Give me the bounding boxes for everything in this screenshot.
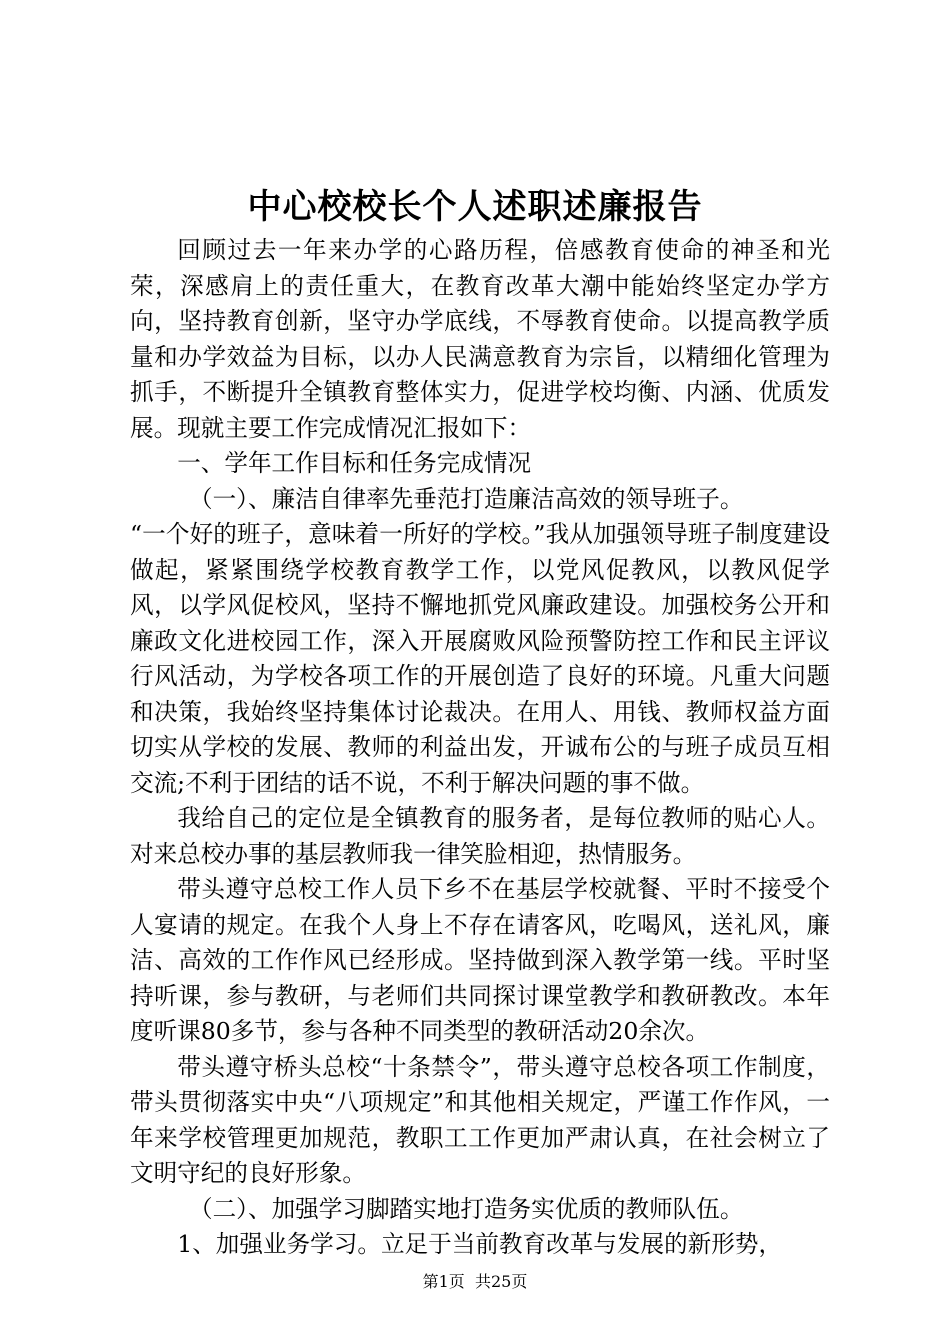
subsection-heading-1: （一）、廉洁自律率先垂范打造廉洁高效的领导班子。 (189, 484, 744, 513)
paragraph-intro: 回顾过去一年来办学的心路历程，倍感教育使命的神圣和光荣，深感肩上的责任重大，在教育改革大潮中能始终坚定办学方向，坚持教育创新，坚守办学底线，不辱教育使命。以提高教学质量和办学效益为目标，以办人民满意教育为宗旨，以精细化管理为抓手，不断提升全镇教育整体实力，促进学校均衡、内涵、优质发展。现就主要工作完成情况汇报如下： (130, 236, 830, 442)
subsection-heading-2: （二）、加强学习脚踏实地打造务实优质的教师队伍。 (189, 1194, 744, 1223)
section-heading-1: 一、学年工作目标和任务完成情况 (177, 449, 532, 477)
page-footer (0, 1270, 950, 1294)
paragraph-rules: 带头遵守桥头总校“十条禁令”，带头遵守总校各项工作制度，带头贯彻落实中央“八项规定”和其他相关规定，严谨工作作风，一年来学校管理更加规范，教职工工作更加严肃认真，在社会树立了文明守纪的良好形象。 (130, 1052, 830, 1187)
paragraph-leadership: “一个好的班子，意味着一所好的学校。”我从加强领导班子制度建设做起，紧紧围绕学校教育教学工作，以党风促教风，以教风促学风，以学风促校风，坚持不懈地抓党风廉政建设。加强校务公开和廉政文化进校园工作，深入开展腐败风险预警防控工作和民主评议行风活动，为学校各项工作的开展创造了良好的环境。凡重大问题和决策，我始终坚持集体讨论裁决。在用人、用钱、教师权益方面切实从学校的发展、教师的利益出发，开诚布公的与班子成员互相交流;不利于团结的话不说，不利于解决问题的事不做。 (130, 520, 830, 797)
paragraph-study: 1、加强业务学习。立足于当前教育改革与发展的新形势， (177, 1230, 783, 1258)
page-number-total: 共25页 (474, 1272, 528, 1291)
document-body (130, 233, 830, 1263)
paragraph-service: 我给自己的定位是全镇教育的服务者，是每位教师的贴心人。对来总校办事的基层教师我一律笑脸相迎，热情服务。 (130, 804, 830, 868)
document-title: 中心校校长个人述职述廉报告 (247, 187, 703, 227)
paragraph-integrity: 带头遵守总校工作人员下乡不在基层学校就餐、平时不接受个人宴请的规定。在我个人身上不存在请客风，吃喝风，送礼风，廉洁、高效的工作作风已经形成。坚持做到深入教学第一线。平时坚持听课，参与教研，与老师们共同探讨课堂教学和教研教改。本年度听课80多节，参与各种不同类型的教研活动20余次。 (130, 875, 830, 1045)
page-number-current: 第1页 (422, 1272, 465, 1291)
